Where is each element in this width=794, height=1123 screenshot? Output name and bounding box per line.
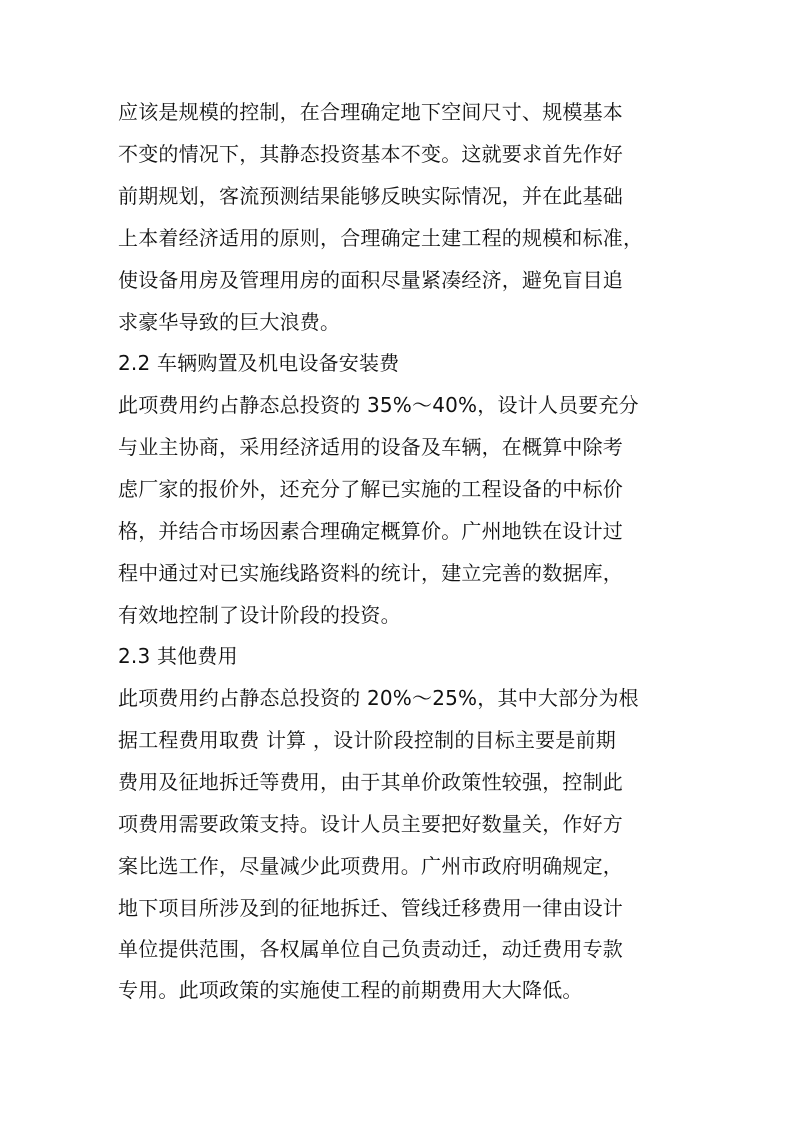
- paragraph-line: 费用及征地拆迁等费用，由于其单价政策性较强，控制此: [118, 770, 623, 794]
- paragraph-line: 此项费用约占静态总投资的 35%～40%，设计人员要充分: [118, 393, 639, 417]
- section-heading: 2.3 其他费用: [118, 644, 238, 668]
- section-heading: 2.2 车辆购置及机电设备安装费: [118, 351, 400, 375]
- paragraph-line: 使设备用房及管理用房的面积尽量紧凑经济，避免盲目追: [118, 268, 623, 292]
- paragraph-line: 据工程费用取费 计算 ，设计阶段控制的目标主要是前期: [118, 728, 616, 752]
- paragraph-line: 上本着经济适用的原则，合理确定土建工程的规模和标准，: [118, 226, 644, 250]
- paragraph-line: 地下项目所涉及到的征地拆迁、管线迁移费用一律由设计: [118, 896, 623, 920]
- paragraph-line: 格，并结合市场因素合理确定概算价。广州地铁在设计过: [118, 519, 623, 543]
- paragraph-line: 虑厂家的报价外，还充分了解已实施的工程设备的中标价: [118, 477, 623, 501]
- paragraph-line: 程中通过对已实施线路资料的统计，建立完善的数据库，: [118, 561, 623, 585]
- paragraph-line: 此项费用约占静态总投资的 20%～25%，其中大部分为根: [118, 686, 639, 710]
- paragraph-line: 案比选工作，尽量减少此项费用。广州市政府明确规定，: [118, 854, 623, 878]
- paragraph-line: 求豪华导致的巨大浪费。: [118, 310, 341, 334]
- paragraph-line: 应该是规模的控制，在合理确定地下空间尺寸、规模基本: [118, 100, 623, 124]
- paragraph-line: 有效地控制了设计阶段的投资。: [118, 603, 401, 627]
- paragraph-line: 与业主协商，采用经济适用的设备及车辆，在概算中除考: [118, 435, 623, 459]
- paragraph-line: 不变的情况下，其静态投资基本不变。这就要求首先作好: [118, 142, 623, 166]
- paragraph-line: 单位提供范围，各权属单位自己负责动迁，动迁费用专款: [118, 937, 623, 961]
- paragraph-line: 专用。此项政策的实施使工程的前期费用大大降低。: [118, 978, 583, 1002]
- paragraph-line: 项费用需要政策支持。设计人员主要把好数量关，作好方: [118, 812, 623, 836]
- paragraph-line: 前期规划，客流预测结果能够反映实际情况，并在此基础: [118, 184, 623, 208]
